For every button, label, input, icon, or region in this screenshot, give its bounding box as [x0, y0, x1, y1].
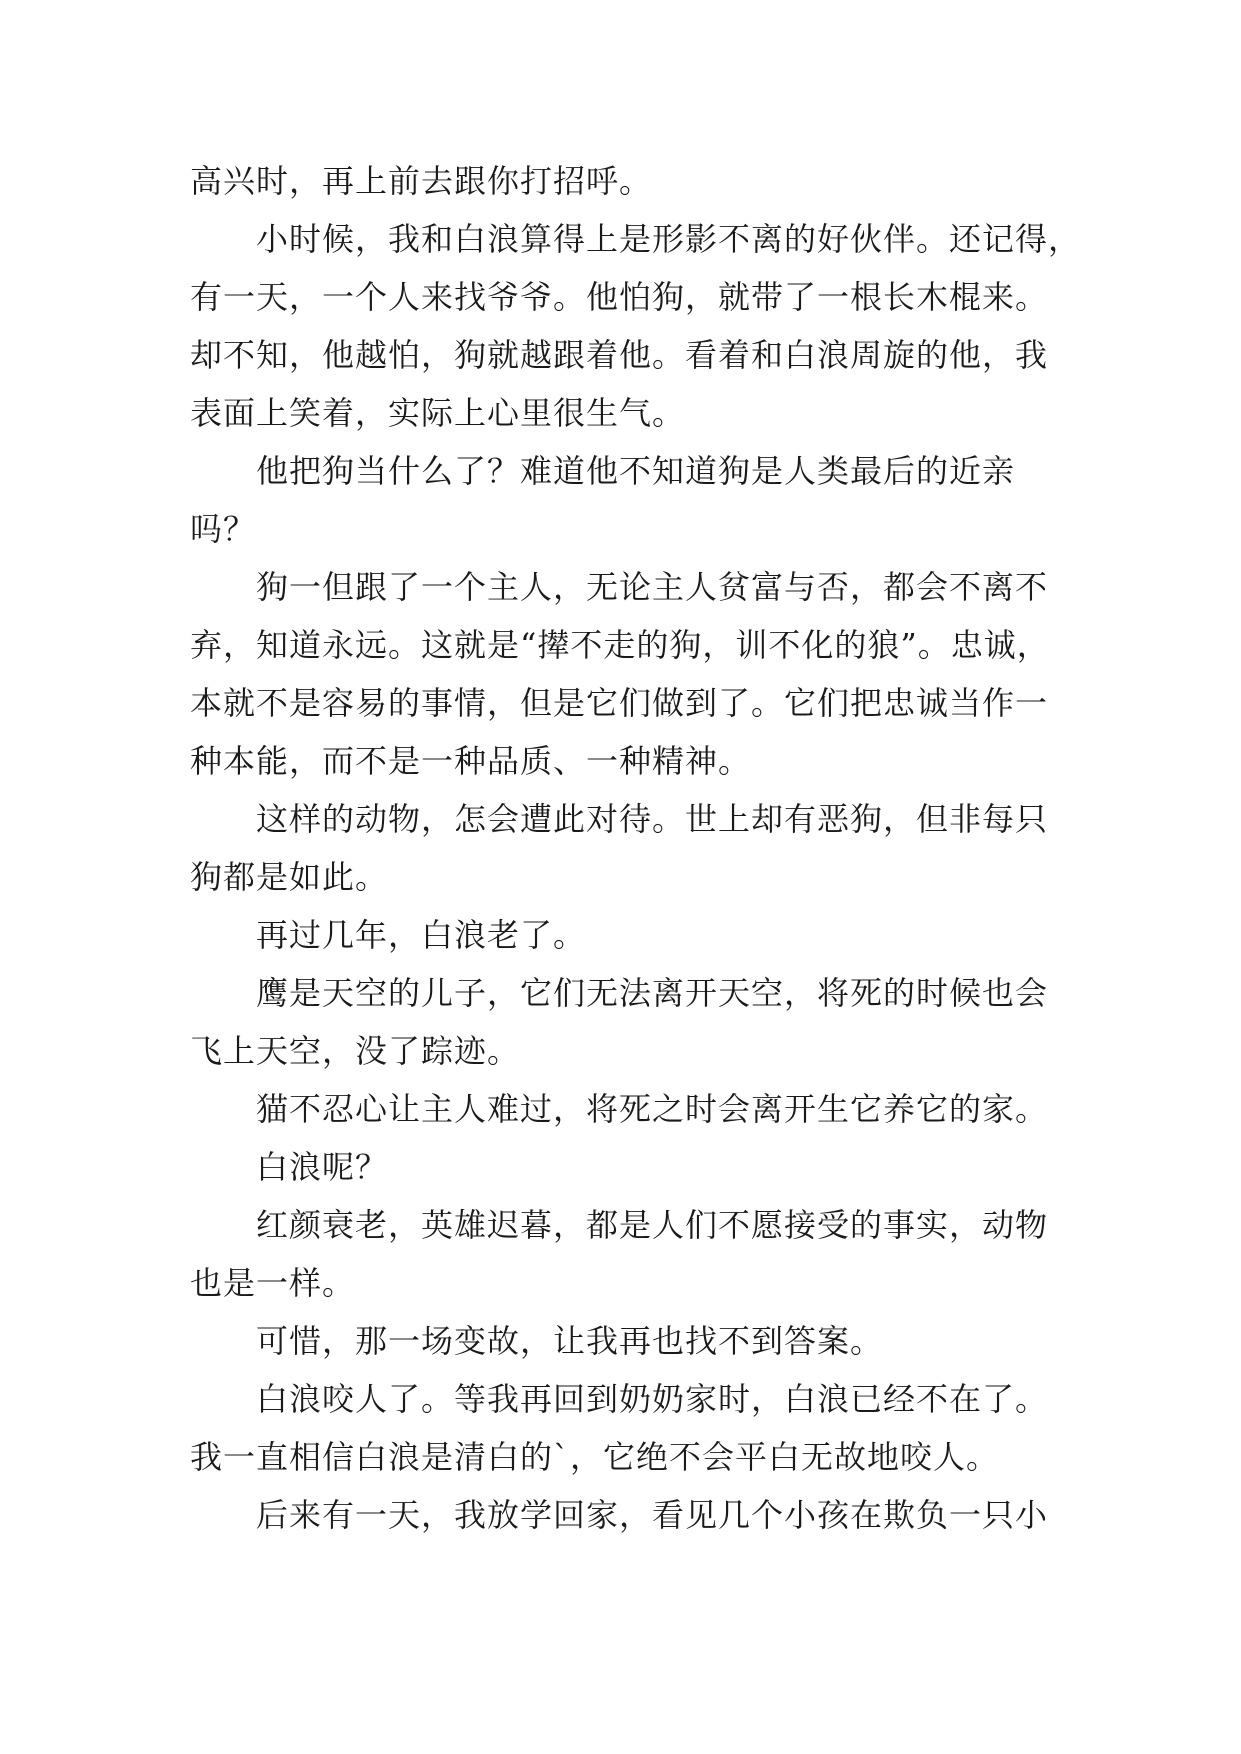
text-line: 小时候，我和白浪算得上是形影不离的好伙伴。还记得， — [256, 220, 1082, 258]
text-line: 他把狗当什么了？难道他不知道狗是人类最后的近亲 — [256, 452, 1016, 490]
text-line: 红颜衰老，英雄迟暮，都是人们不愿接受的事实，动物 — [256, 1206, 1049, 1244]
text-line: 再过几年，白浪老了。 — [256, 916, 587, 954]
text-line: 猫不忍心让主人难过，将死之时会离开生它养它的家。 — [256, 1090, 1049, 1128]
text-line: 高兴时，再上前去跟你打招呼。 — [190, 162, 653, 200]
text-line: 种本能，而不是一种品质、一种精神。 — [190, 742, 752, 780]
text-line: 鹰是天空的儿子，它们无法离开天空，将死的时候也会 — [256, 974, 1049, 1012]
text-line: 飞上天空，没了踪迹。 — [190, 1032, 521, 1070]
text-line: 却不知，他越怕，狗就越跟着他。看着和白浪周旋的他，我 — [190, 336, 1049, 374]
text-line: 白浪咬人了。等我再回到奶奶家时，白浪已经不在了。 — [256, 1380, 1049, 1418]
text-line: 有一天，一个人来找爷爷。他怕狗，就带了一根长木棍来。 — [190, 278, 1049, 316]
text-line: 也是一样。 — [190, 1264, 356, 1302]
document-body — [190, 152, 1082, 1544]
text-line: 可惜，那一场变故，让我再也找不到答案。 — [256, 1322, 884, 1360]
text-line: 我一直相信白浪是清白的`，它绝不会平白无故地咬人。 — [190, 1438, 1000, 1476]
text-line: 后来有一天，我放学回家，看见几个小孩在欺负一只小 — [256, 1496, 1049, 1534]
text-line: 弃，知道永远。这就是“撵不走的狗，训不化的狼”。忠诚， — [190, 626, 1050, 664]
text-line: 狗一但跟了一个主人，无论主人贫富与否，都会不离不 — [256, 568, 1049, 606]
text-line: 本就不是容易的事情，但是它们做到了。它们把忠诚当作一 — [190, 684, 1049, 722]
text-line: 狗都是如此。 — [190, 858, 389, 896]
text-line: 这样的动物，怎会遭此对待。世上却有恶狗，但非每只 — [256, 800, 1049, 838]
text-line: 白浪呢？ — [256, 1148, 389, 1186]
text-line: 表面上笑着，实际上心里很生气。 — [190, 394, 686, 432]
text-line: 吗？ — [190, 510, 257, 548]
